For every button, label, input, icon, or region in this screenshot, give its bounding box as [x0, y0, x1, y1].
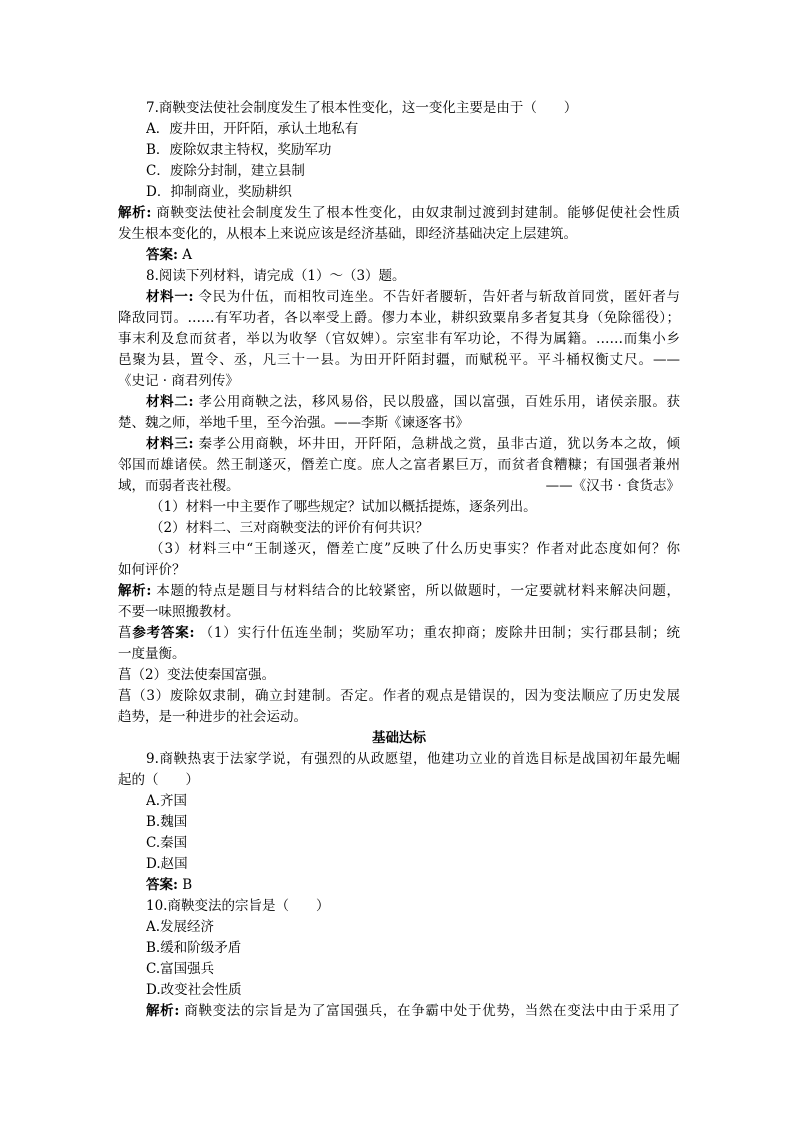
q7-analysis-line-1: 解析: 商鞅变法使社会制度发生了根本性变化，由奴隶制过渡到封建制。能够促使社会性质 [118, 205, 680, 221]
q7-stem: 7.商鞅变法使社会制度发生了根本性变化，这一变化主要是由于（ ） [146, 100, 578, 116]
q8-sub-question-3-cont: 如何评价？ [118, 562, 186, 578]
q8-material-1-line-5: 《史记 · 商君列传》 [118, 373, 239, 389]
q8-material-1-line-4: 邑聚为县，置令、丞，凡三十一县。为田开阡陌封疆，而赋税平。平斗桶权衡丈尺。—— [118, 352, 680, 368]
q9-stem-line-2: 起的（ ） [118, 772, 199, 788]
q10-option-d: D.改变社会性质 [146, 982, 242, 998]
q8-material-3-line-3: 域，而弱者丧社稷。 [118, 478, 240, 494]
q8-reference-answer-2: 菖（2）变法使秦国富强。 [118, 667, 276, 683]
q7-analysis-line-2: 发生根本变化的，从根本上来说应该是经济基础，即经济基础决定上层建筑。 [118, 226, 577, 242]
q8-reference-answer-line-2: 一度量衡。 [118, 646, 186, 662]
q8-sub-question-3: （3）材料三中“王制遂灭，僭差亡度”反映了什么历史事实？作者对此态度如何？你 [150, 541, 680, 557]
q8-material-1-line-3: 事末利及怠而贫者，举以为收孥（官奴婢）。宗室非有军功论，不得为属籍。……而集小乡 [118, 331, 680, 347]
q9-stem-line-1: 9.商鞅热衷于法家学说，有强烈的从政愿望，他建功立业的首选目标是战国初年最先崛 [146, 751, 680, 767]
q9-option-b: B.魏国 [146, 814, 188, 830]
q8-analysis-line-2: 不要一味照搬教材。 [118, 604, 240, 620]
q8-material-3-line-2: 邻国而雄诸侯。然王制遂灭，僭差亡度。庶人之富者累巨万，而贫者食糟糠；有国强者兼州 [118, 457, 680, 473]
section-title: 基础达标 [372, 730, 426, 746]
analysis-label: 解析: [118, 205, 152, 221]
q8-reference-answer-3-line-2: 趋势，是一种进步的社会运动。 [118, 709, 307, 725]
q8-material-2-line-2: 楚、魏之师，举地千里，至今治强。——李斯《谏逐客书》 [118, 415, 469, 431]
q8-sub-question-1: （1）材料一中主要作了哪些规定？试加以概括提炼，逐条列出。 [150, 499, 537, 515]
q8-material-3-source: ——《汉书 · 食货志》 [545, 478, 680, 494]
q8-material-3-line-1: 材料三: 秦孝公用商鞅，坏井田，开阡陌，急耕战之赏，虽非古道，犹以务本之故，倾 [146, 436, 680, 452]
q8-analysis-line-1: 解析: 本题的特点是题目与材料结合的比较紧密，所以做题时，一定要就材料来解决问题， [118, 583, 680, 599]
q10-option-b: B.缓和阶级矛盾 [146, 940, 242, 956]
q9-option-d: D.赵国 [146, 856, 188, 872]
q10-stem: 10.商鞅变法的宗旨是（ ） [146, 898, 330, 914]
q7-option-c: C．废除分封制，建立县制 [146, 163, 305, 179]
q10-option-a: A.发展经济 [146, 919, 215, 935]
q8-material-1-line-2: 降敌同罚。……有军功者，各以率受上爵。僇力本业，耕织致粟帛多者复其身（免除徭役）； [118, 310, 680, 326]
q8-material-1-line-1: 材料一: 令民为什伍，而相牧司连坐。不告奸者腰斩，告奸者与斩敌首同赏，匿奸者与 [146, 289, 680, 305]
q7-answer: 答案: A [146, 247, 193, 263]
q10-option-c: C.富国强兵 [146, 961, 215, 977]
q8-sub-question-2: （2）材料二、三对商鞅变法的评价有何共识？ [150, 520, 429, 536]
q8-reference-answer-line-1: 菖参考答案: （1）实行什伍连坐制；奖励军功；重农抑商；废除井田制；实行郡县制；统 [118, 625, 680, 641]
q10-analysis: 解析: 商鞅变法的宗旨是为了富国强兵，在争霸中处于优势，当然在变法中由于采用了 [146, 1003, 680, 1019]
q7-option-b: B．废除奴隶主特权，奖励军功 [146, 142, 332, 158]
q7-option-d: D．抑制商业，奖励耕织 [146, 184, 292, 200]
q8-material-2-line-1: 材料二: 孝公用商鞅之法，移风易俗，民以殷盛，国以富强，百姓乐用，诸侯亲服。获 [146, 394, 680, 410]
q9-option-a: A.齐国 [146, 793, 188, 809]
q7-option-a: A．废井田，开阡陌，承认土地私有 [146, 121, 359, 137]
q8-stem: 8.阅读下列材料，请完成（1）～（3）题。 [146, 268, 406, 284]
q8-reference-answer-3-line-1: 菖（3）废除奴隶制，确立封建制。否定。作者的观点是错误的，因为变法顺应了历史发展 [118, 688, 680, 704]
q9-answer: 答案: B [146, 877, 193, 893]
q9-option-c: C.秦国 [146, 835, 188, 851]
